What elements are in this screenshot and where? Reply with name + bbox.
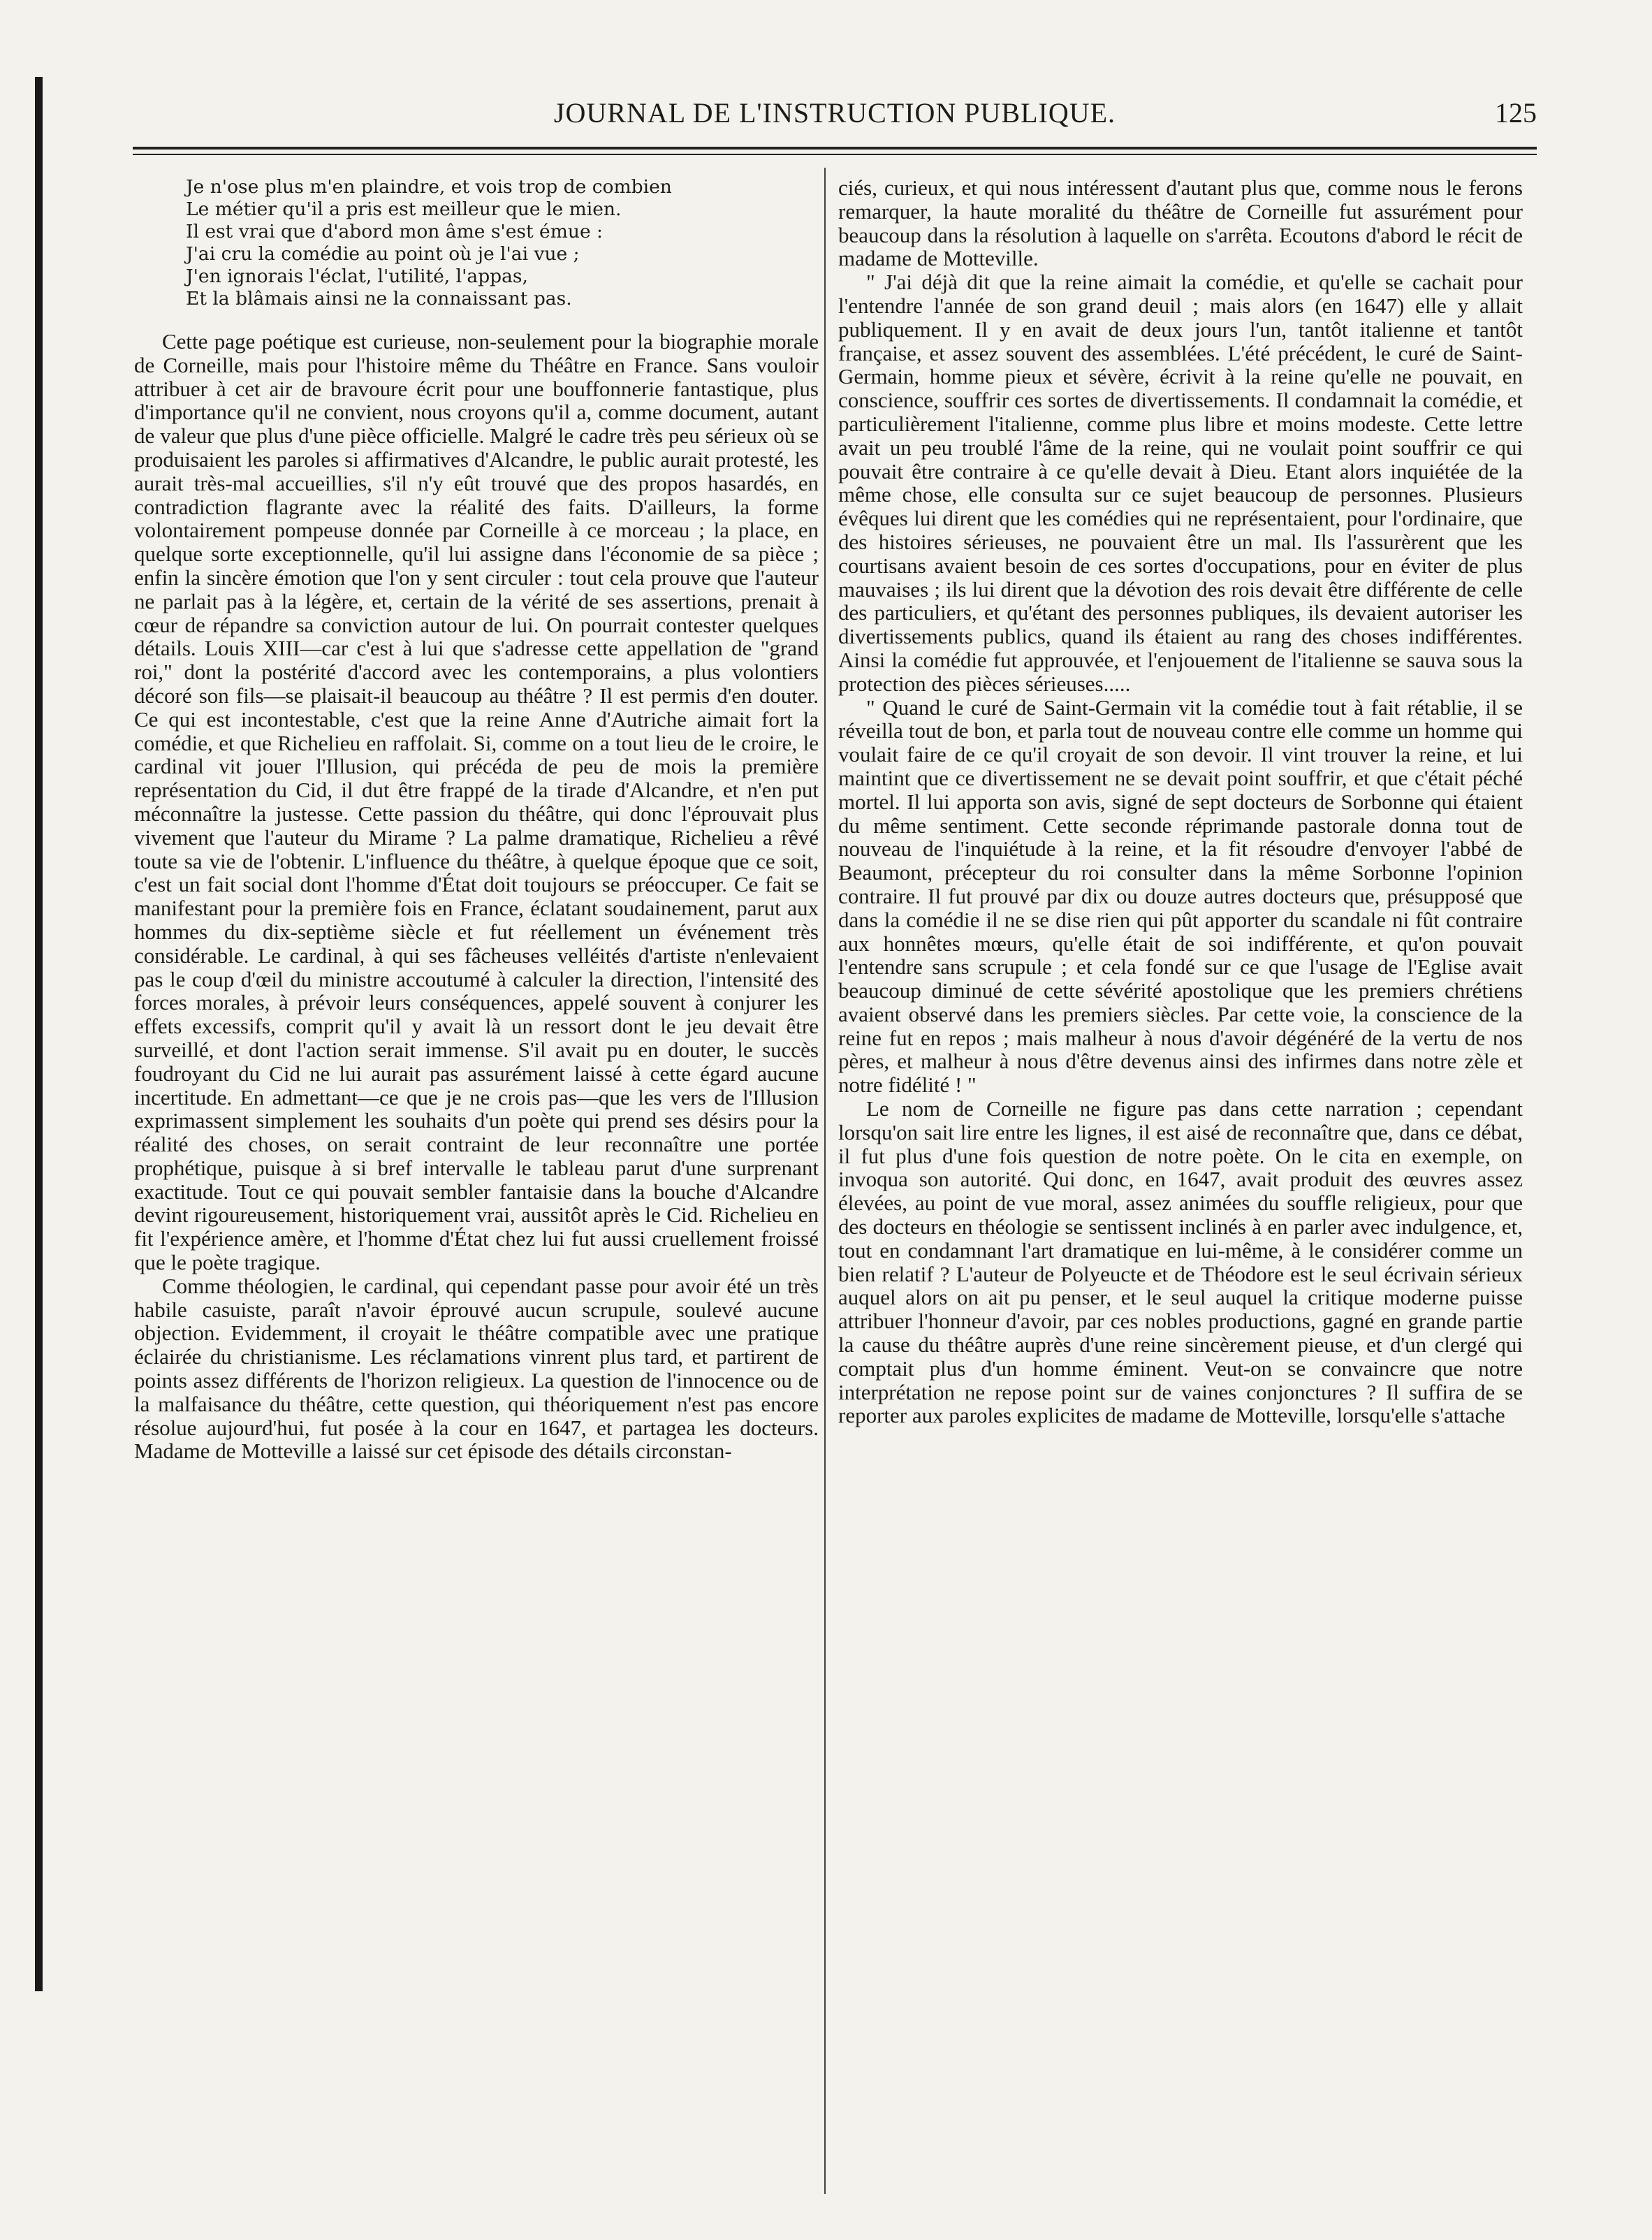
scan-edge-bar — [35, 77, 43, 1991]
page-header — [133, 96, 1537, 138]
column-divider — [824, 168, 826, 2194]
verse-line: J'en ignorais l'éclat, l'utilité, l'appas, — [186, 266, 528, 287]
page-number: 125 — [1495, 97, 1537, 129]
running-title: JOURNAL DE L'INSTRUCTION PUBLIQUE. — [553, 97, 1116, 129]
header-rule — [133, 147, 1537, 150]
verse-line: Et la blâmais ainsi ne la connaissant pas. — [186, 288, 572, 310]
paragraph: Cette page poétique est curieuse, non-seulement pour la biographie morale de Corneille, mais pour l'histoire même du Théâtre en France. Sans vouloir attribuer à cet air de bravoure écrit pour une bouffonnerie fantastique, plus d'importance qu'il ne convient, nous croyons qu'il a, comme document, autant de valeur que plus d'une pièce officielle. Malgré le cadre très peu sérieux où se produisaient les paroles si affirmatives d'Alcandre, le public aurait protesté, les aurait très-mal accueillies, s'il n'y eût trouvé que des propos hasardés, en contradiction flagrante avec la réalité des faits. D'ailleurs, la forme volontairement pompeuse donnée par Corneille à ce morceau ; la place, en quelque sorte exceptionnelle, qu'il lui assigne dans l'économie de sa pièce ; enfin la sincère émotion que l'on y sent circuler : tout cela prouve que l'auteur ne parlait pas à la légère, et, certain de la vérité de ses assertions, prenait à cœur de répandre sa conviction autour de lui. On pourrait contester quelques détails. Louis XIII—car c'est à lui que s'adresse cette appellation de "grand roi," dont la postérité d'accord avec les contemporains, a plus volontiers décoré son fils—se plaisait-il beaucoup au théâtre ? Il est permis d'en douter. Ce qui est incontestable, c'est que la reine Anne d'Autriche aimait fort la comédie, et que Richelieu en raffolait. Si, comme on a tout lieu de le croire, le cardinal vit jouer l'Illusion, qui précéda de peu de mois la première représentation du Cid, il dut être frappé de la tirade d'Alcandre, et n'en put méconnaître la justesse. Cette passion du théâtre, qui donc l'éprouvait plus vivement que l'auteur du Mirame ? La palme dramatique, Richelieu a rêvé toute sa vie de l'obtenir. L'influence du théâtre, à quelque époque que ce soit, c'est un fait social dont l'homme d'État doit toujours se préoccuper. Ce fait se manifestant pour la première fois en France, éclatant soudainement, parut aux hommes du dix-septième siècle et fut réellement un événement très considérable. Le cardinal, à qui ses fâcheuses velléités d'artiste n'enlevaient pas le coup d'œil du ministre accoutumé à calculer la direction, l'intensité des forces morales, à prévoir leurs conséquences, appelé souvent à conjurer les effets excessifs, comprit qu'il y avait là un ressort dont le jeu devait être surveillé, et dont l'action serait immense. S'il avait pu en douter, le succès foudroyant du Cid ne lui aurait pas assurément laissé à cette égard aucune incertitude. En admettant—ce que je ne crois pas—que les vers de l'Illusion exprimassent simplement les souhaits d'un poète qui prend ses désirs pour la réalité des choses, on serait contraint de leur reconnaître une portée prophétique, puisque à si bref intervalle le tableau parut d'une surprenant exactitude. Tout ce qui pouvait sembler fantaisie dans la bouche d'Alcandre devint rigoureusement, historiquement vrai, aussitôt après le Cid. Richelieu en fit l'expérience amère, et l'homme d'État chez lui fut aussi cruellement froissé que le poète tragique. — [134, 329, 819, 1275]
verse-line: Il est vrai que d'abord mon âme s'est émue : — [186, 221, 603, 242]
paragraph: ciés, curieux, et qui nous intéressent d'autant plus que, comme nous le ferons remarquer, la haute moralité du théâtre de Corneille fut assurément pour beaucoup dans la résolution à laquelle on s'arrêta. Ecoutons d'abord le récit de madame de Motteville. — [838, 175, 1523, 271]
paragraph: Le nom de Corneille ne figure pas dans cette narration ; cependant lorsqu'on sait lire entre les lignes, il est aisé de reconnaître que, dans ce débat, il fut plus d'une fois question de notre poète. On le cita en exemple, on invoqua son autorité. Qui donc, en 1647, avait produit des œuvres assez élevées, au point de vue moral, assez animées du souffle religieux, pour que des docteurs en théologie se sentissent inclinés à en parler avec indulgence, et, tout en condamnant l'art dramatique en lui-même, à le considérer comme un bien relatif ? L'auteur de Polyeucte et de Théodore est le seul écrivain sérieux auquel alors on ait pu penser, et le seul auquel la critique moderne puisse attribuer l'honneur d'avoir, par ces nobles productions, gagné en grande partie la cause du théâtre auprès d'une reine sincèrement pieuse, et d'un clergé qui comptait plus d'un homme éminent. Veut-on se convaincre que notre interprétation ne repose point sur de vaines conjonctures ? Il suffira de se reporter aux paroles explicites de madame de Motteville, lorsqu'elle s'attache — [838, 1096, 1523, 1428]
verse-line: Le métier qu'il a pris est meilleur que le mien. — [186, 198, 622, 220]
paragraph: " Quand le curé de Saint-Germain vit la comédie tout à fait rétablie, il se réveilla tout de bon, et parla tout de nouveau contre elle comme un homme qui voulait faire de ce qu'il croyait de son devoir. Il vint trouver la reine, et lui maintint que ce divertissement ne se devait point souffrir, et que c'était péché mortel. Il lui apporta son avis, signé de sept docteurs de Sorbonne qui étaient du même sentiment. Cette seconde réprimande pastorale donna tout de nouveau de l'inquiétude à la reine, et la fit résoudre d'envoyer l'abbé de Beaumont, précepteur du roi consulter dans la même Sorbonne l'opinion contraire. Il fut prouvé par dix ou douze autres docteurs que, présupposé que dans la comédie il ne se dise rien qui pût apporter du scandale ni fût contraire aux honnêtes mœurs, qu'elle était de soi indifférente, et qu'on pouvait l'entendre sans scrupule ; et cela fondé sur ce que l'usage de l'Eglise avait beaucoup diminué de cette sévérité apostolique que les premiers chrétiens avaient observé dans les premiers siècles. Par cette voie, la conscience de la reine fut en repos ; mais malheur à nous d'avoir dégénéré de la vertu de nos pères, et malheur à nous d'être devenus ainsi des infirmes dans notre zèle et notre fidélité ! " — [838, 694, 1523, 1098]
paragraph: Comme théologien, le cardinal, qui cependant passe pour avoir été un très habile casuiste, paraît n'avoir éprouvé aucun scrupule, soulevé aucune objection. Evidemment, il croyait le théâtre compatible avec une pratique éclairée du christianisme. Les réclamations vinrent plus tard, et partirent de points assez différents de l'horizon religieux. La question de l'innocence ou de la malfaisance du théâtre, cette question, qui théoriquement n'est pas encore résolue aujourd'hui, fut posée à la cour en 1647, et partagea les docteurs. Madame de Motteville a laissé sur cet épisode des détails circonstan- — [134, 1273, 819, 1464]
left-column — [134, 176, 819, 1463]
verse-line: Je n'ose plus m'en plaindre, et vois trop de combien — [186, 176, 672, 198]
right-column — [838, 176, 1523, 1427]
paragraph: " J'ai déjà dit que la reine aimait la comédie, et qu'elle se cachait pour l'entendre l'année de son grand deuil ; mais alors (en 1647) elle y allait publiquement. Il y en avait de deux jours l'un, tantôt italienne et tantôt française, et assez souvent des assemblées. L'été précédent, le curé de Saint-Germain, homme pieux et sévère, écrivit à la reine qu'elle ne pouvait, en conscience, souffrir ces sortes de divertissements. Il condamnait la comédie, et particulièrement l'italienne, comme plus libre et moins modeste. Cette lettre avait un peu troublé l'âme de la reine, qui ne voulait point souffrir ce qui pouvait être contraire à ce qu'elle devait à Dieu. Etant alors inquiétée de la même chose, elle consulta sur ce sujet beaucoup de personnes. Plusieurs évêques lui dirent que les comédies qui ne représentaient, pour l'ordinaire, que des histoires sérieuses, ne pouvaient être un mal. Ils l'assurèrent que les courtisans avaient besoin de ces sortes d'occupations, pour en éviter de plus mauvaises ; ils lui dirent que la dévotion des rois devait être différente de celle des particuliers, et qu'étant des personnes publiques, ils devaient autoriser les divertissements publics, quand ils étaient au rang des choses indifférentes. Ainsi la comédie fut approuvée, et l'enjouement de l'italienne se sauva sous la protection des pièces sérieuses..... — [838, 270, 1523, 696]
verse-block — [186, 176, 819, 310]
verse-line: J'ai cru la comédie au point où je l'ai vue ; — [186, 243, 580, 265]
header-rule-thin — [133, 154, 1537, 155]
